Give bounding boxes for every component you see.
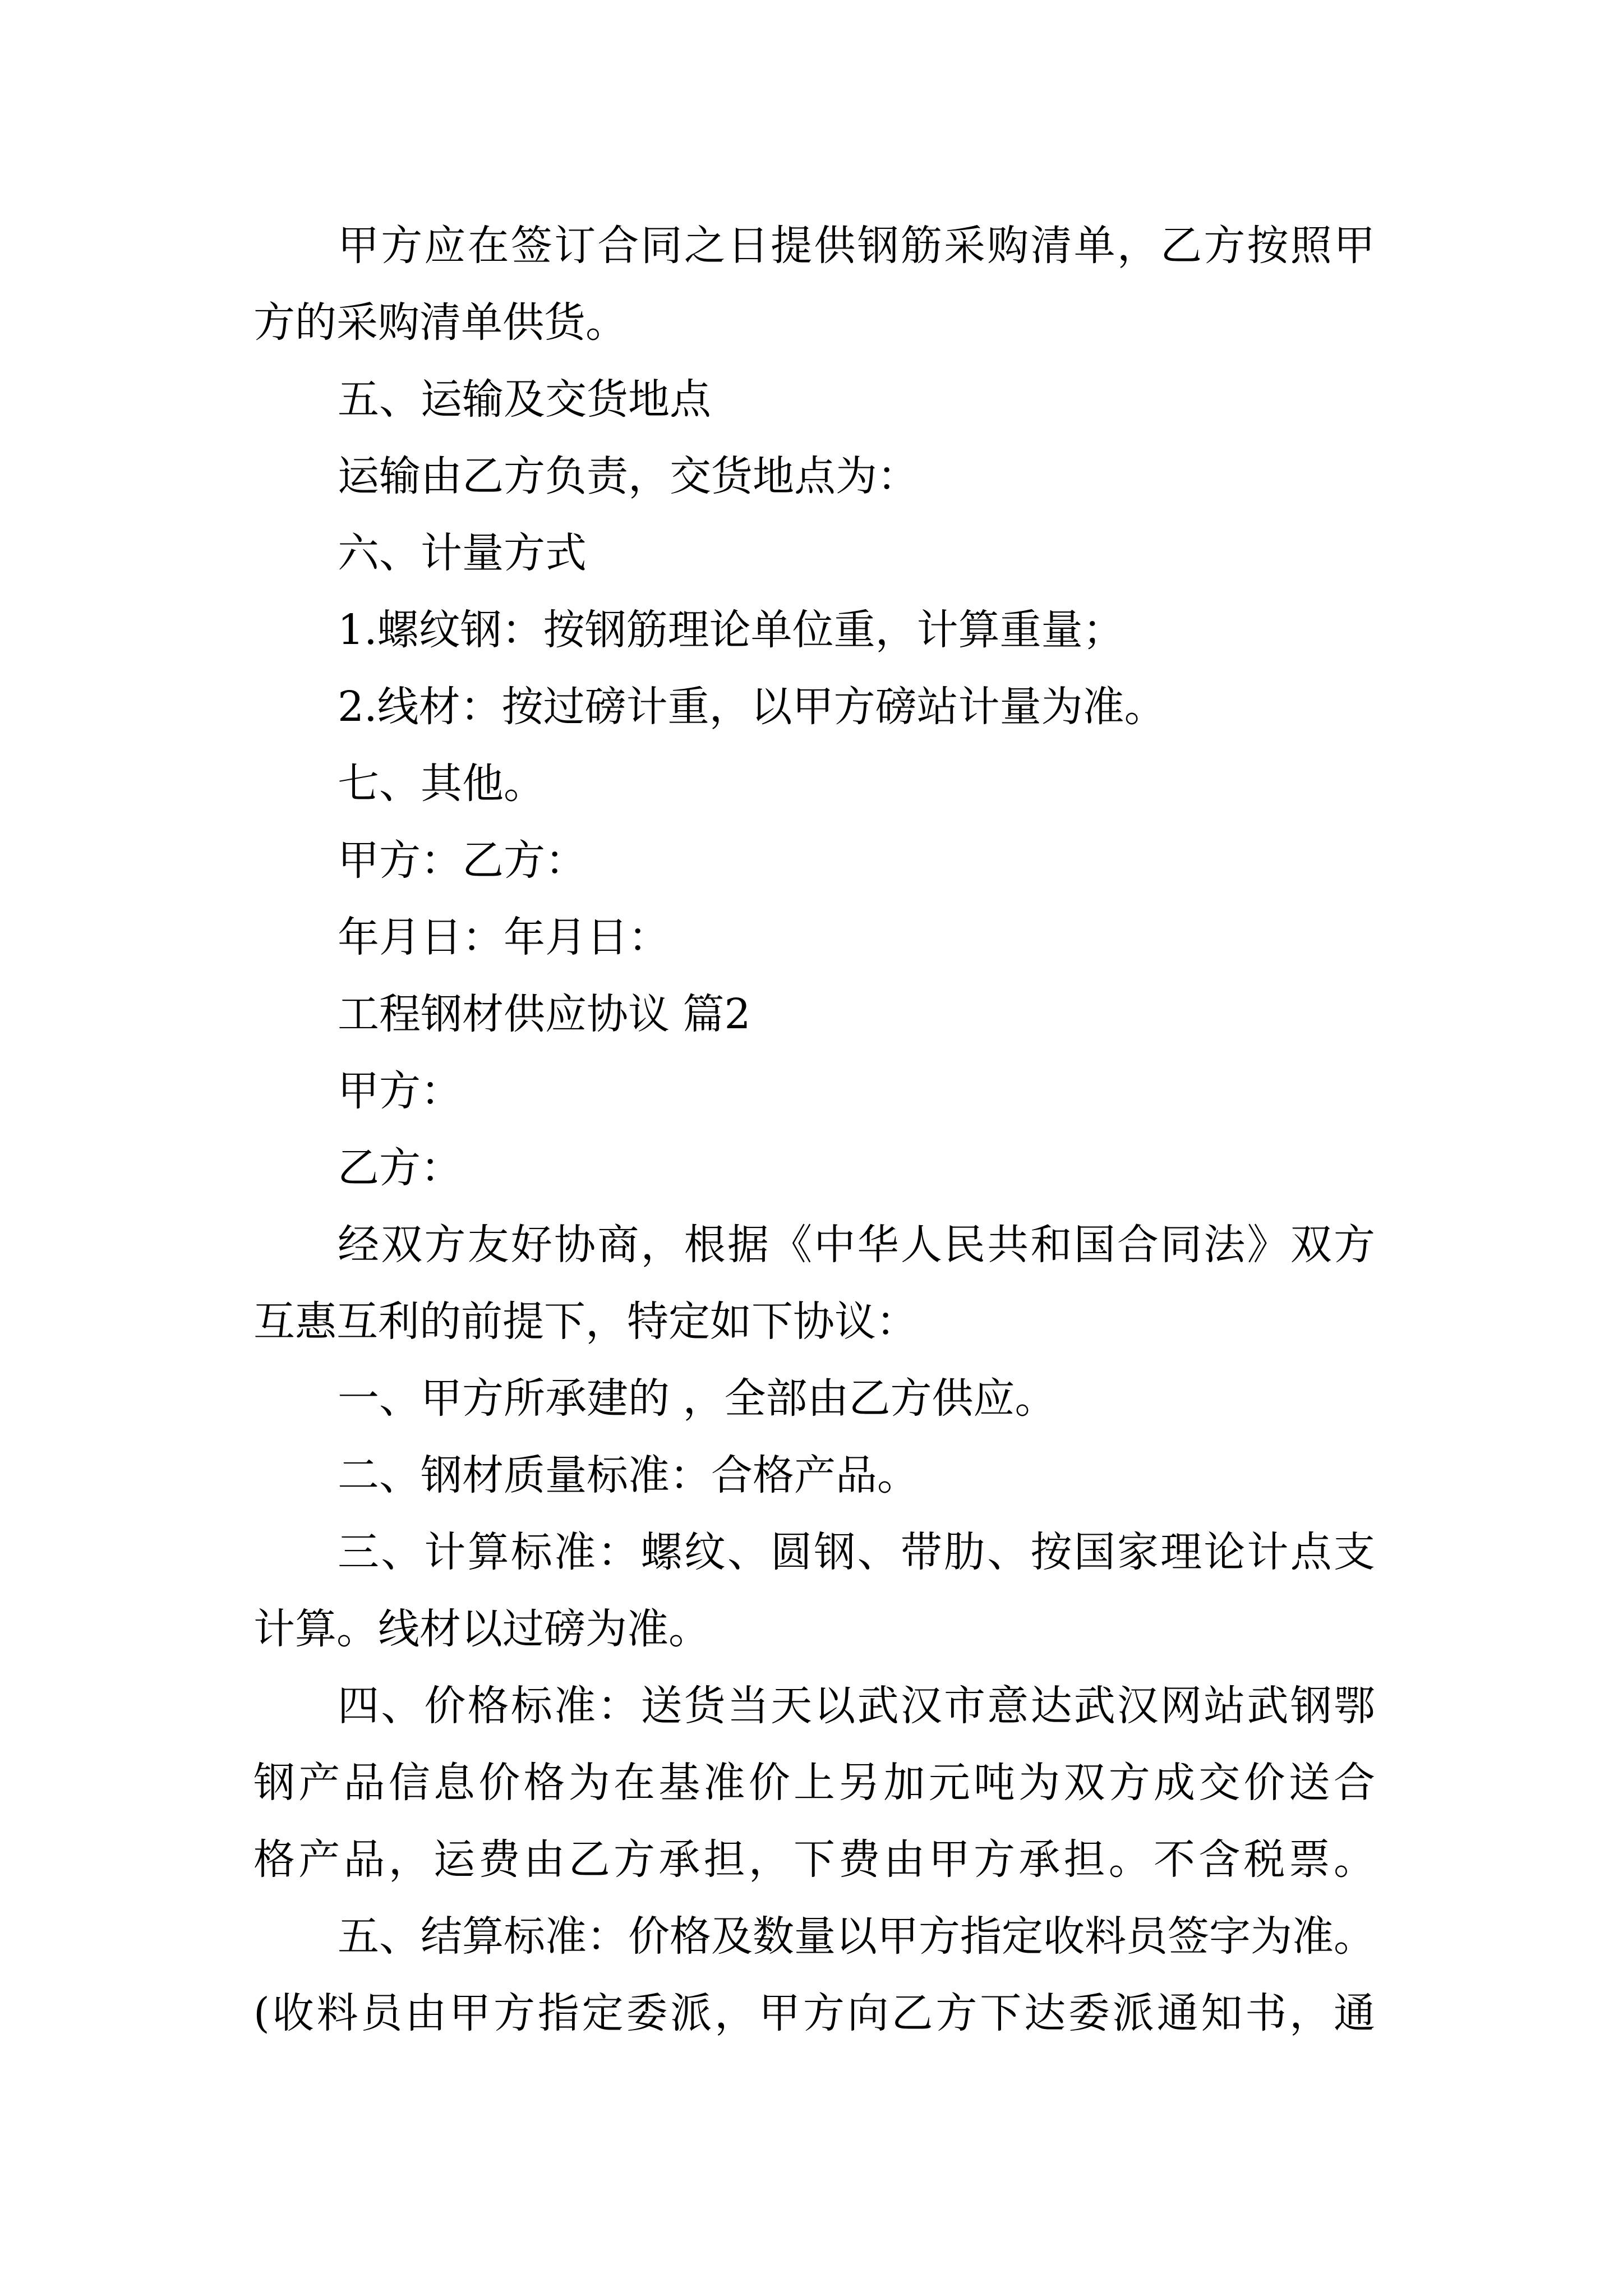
paragraph-line: (收料员由甲方指定委派，甲方向乙方下达委派通知书，通 (253, 1989, 1375, 2037)
document-title: 工程钢材供应协议 篇2 (338, 990, 751, 1038)
paragraph-line: 计算。线材以过磅为准。 (253, 1605, 710, 1653)
clause-line: 三、计算标准：螺纹、圆钢、带肋、按国家理论计点支 (338, 1528, 1375, 1576)
section-heading: 六、计量方式 (338, 529, 587, 577)
list-item: 1.螺纹钢：按钢筋理论单位重，计算重量； (338, 606, 1124, 654)
date-line: 年月日：年月日： (338, 913, 670, 961)
clause-line: 五、结算标准：价格及数量以甲方指定收料员签字为准。 (338, 1912, 1375, 1961)
paragraph-line: 方的采购清单供货。 (253, 298, 627, 347)
document-body (253, 208, 1375, 2052)
party-line: 甲方： (338, 1067, 462, 1115)
party-line: 乙方： (338, 1144, 462, 1192)
list-item: 2.线材：按过磅计重，以甲方磅站计量为准。 (338, 683, 1166, 731)
clause-line: 四、价格标准：送货当天以武汉市意达武汉网站武钢鄂 (338, 1682, 1375, 1730)
clause-line: 二、钢材质量标准：合格产品。 (338, 1451, 919, 1499)
paragraph-line: 钢产品信息价格为在基准价上另加元吨为双方成交价送合 (253, 1759, 1375, 1807)
paragraph-line: 运输由乙方负责，交货地点为： (338, 452, 919, 500)
signature-line: 甲方：乙方： (338, 836, 587, 885)
paragraph-line: 甲方应在签订合同之日提供钢筋采购清单，乙方按照甲 (338, 222, 1375, 270)
paragraph-line: 格产品，运费由乙方承担，下费由甲方承担。不含税票。 (253, 1835, 1375, 1884)
paragraph-line: 互惠互利的前提下，特定如下协议： (253, 1297, 917, 1346)
clause-line: 一、甲方所承建的 ，全部由乙方供应。 (338, 1374, 1057, 1423)
section-heading: 七、其他。 (338, 760, 545, 808)
section-heading: 五、运输及交货地点 (338, 375, 711, 424)
paragraph-line: 经双方友好协商，根据《中华人民共和国合同法》双方 (338, 1221, 1375, 1269)
